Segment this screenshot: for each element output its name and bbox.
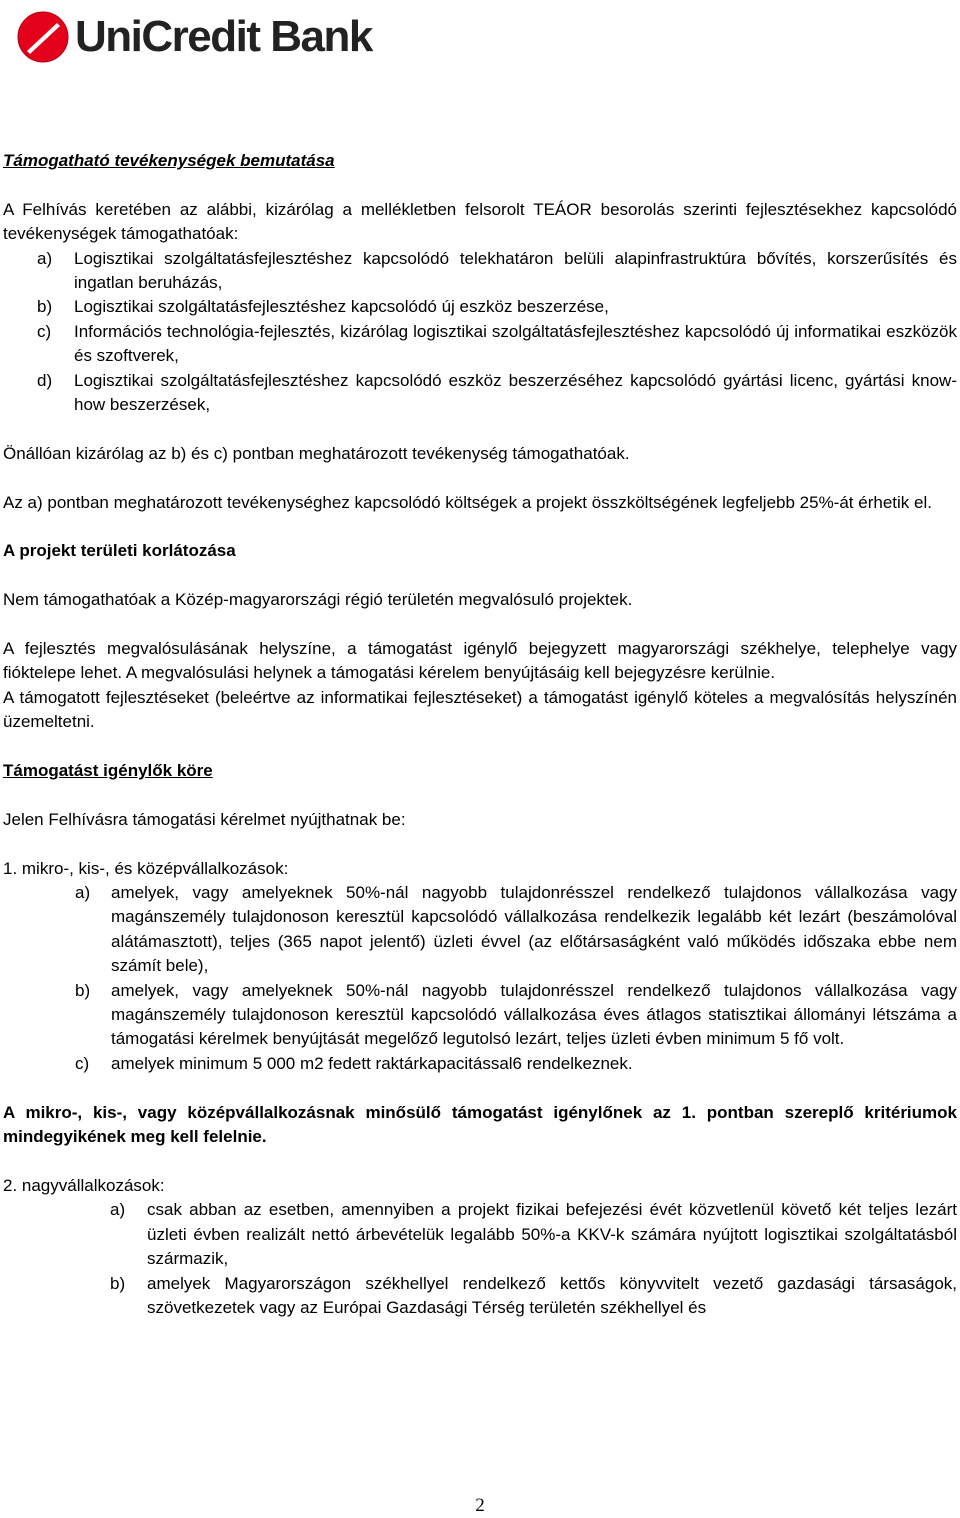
list-item (3, 1272, 957, 1321)
section-title-territorial: A projekt területi korlátozása (3, 541, 236, 561)
page-number: 2 (475, 1495, 485, 1516)
group-1-title: 1. mikro-, kis-, és középvállalkozások: (3, 858, 289, 878)
list-text: Logisztikai szolgáltatásfejlesztéshez kapcsolódó új eszköz beszerzése, (74, 297, 609, 317)
group-2-title: 2. nagyvállalkozások: (3, 1175, 165, 1195)
list-item (3, 295, 957, 319)
list-text: Logisztikai szolgáltatásfejlesztéshez kapcsolódó eszköz beszerzéséhez kapcsolódó gyártási licenc, gyártási know-how beszerzések, (74, 370, 957, 415)
unicredit-logo-mark-icon (17, 11, 69, 63)
list-label: a) (37, 248, 53, 268)
list-label: b) (37, 297, 53, 317)
section-title-activities: Támogatható tevékenységek bemutatása (3, 151, 335, 170)
list-text: amelyek Magyarországon székhellyel rendelkező kettős könyvvitelt vezető gazdasági társaságok, szövetkezetek vagy az Európai Gazdasági Térség területén székhellyel és (147, 1273, 957, 1317)
list-text: amelyek, vagy amelyeknek 50%-nál nagyobb tulajdonrésszel rendelkező tulajdonos vállalkozása vagy magánszemély tulajdonoson keresztül kapcsolódó vállalkozása rendelkezik legalább két lezárt (beszámolóval alátámasztott), teljes (365 napot jelentő) üzleti évvel (az előtársaságként való működés időszaka ebbe nem számít bele), (111, 883, 957, 976)
list-text: amelyek, vagy amelyeknek 50%-nál nagyobb tulajdonrésszel rendelkező tulajdonos vállalkozása vagy magánszemély tulajdonoson keresztül kapcsolódó vállalkozása éves átlagos statisztikai állományi létszáma a támogatási kérelmek benyújtását megelőző legutolsó lezárt, teljes üzleti évben minimum 5 fő volt. (111, 980, 957, 1049)
unicredit-logo (17, 8, 372, 66)
list-label: c) (37, 321, 52, 341)
list-label: a) (110, 1200, 126, 1220)
list-item (3, 1198, 957, 1271)
territorial-paragraph-2: A fejlesztés megvalósulásának helyszíne, a támogatást igénylő bejegyzett magyarországi székhelye, telephelye vagy fióktelepe lehet. A megvalósulási helynek a támogatási kérelem benyújtásáig kell bejegyzésre kerülnie. (3, 639, 957, 683)
list-label: b) (75, 980, 91, 1000)
territorial-paragraph-3: A támogatott fejlesztéseket (beleértve az informatikai fejlesztéseket) a támogatást igénylő köteles a megvalósítás helyszínén üzemeltetni. (3, 687, 957, 732)
territorial-paragraph-1: Nem támogathatóak a Közép-magyarországi régió területén megvalósuló projektek. (3, 590, 633, 610)
activities-intro: A Felhívás keretében az alábbi, kizárólag a mellékletben felsorolt TEÁOR besorolás szerinti fejlesztésekhez kapcsolódó tevékenységek támogathatóak: (3, 199, 957, 244)
section-title-applicants: Támogatást igénylők köre (3, 761, 213, 781)
list-text: amelyek minimum 5 000 m2 fedett raktárkapacitással6 rendelkeznek. (111, 1053, 633, 1073)
list-text: Logisztikai szolgáltatásfejlesztéshez kapcsolódó telekhatáron belüli alapinfrastruktúra bővítés, korszerűsítés és ingatlan beruházás, (74, 248, 957, 293)
activities-note-2: Az a) pontban meghatározott tevékenységhez kapcsolódó költségek a projekt összköltségének legfeljebb 25%-át érhetik el. (3, 492, 932, 512)
list-item (3, 1052, 957, 1076)
applicants-intro: Jelen Felhívásra támogatási kérelmet nyújthatnak be: (3, 809, 406, 829)
group-1-bold-note: A mikro-, kis-, vagy középvállalkozásnak minősülő támogatást igénylőnek az 1. pontban szereplő kritériumok mindegyikének meg kell felelnie. (3, 1102, 957, 1147)
list-item (3, 881, 957, 979)
activities-note-1: Önállóan kizárólag az b) és c) pontban meghatározott tevékenység támogathatóak. (3, 443, 630, 463)
list-item (3, 247, 957, 296)
list-label: b) (110, 1273, 126, 1293)
list-label: c) (75, 1053, 90, 1073)
list-label: a) (75, 883, 91, 903)
list-text: Információs technológia-fejlesztés, kizárólag logisztikai szolgáltatásfejlesztéshez kapcsolódó új informatikai eszközök és szoftverek, (74, 321, 957, 366)
document-body (3, 149, 957, 1320)
list-item (3, 320, 957, 369)
list-label: d) (37, 370, 53, 390)
list-item (3, 369, 957, 418)
list-text: csak abban az esetben, amennyiben a projekt fizikai befejezési évét közvetlenül követő két teljes lezárt üzleti évben realizált nettó árbevételük legalább 50%-a KKV-k számára nyújtott logisztikai szolgáltatásból származik, (147, 1200, 957, 1269)
brand-name: UniCredit Bank (75, 12, 372, 61)
list-item (3, 979, 957, 1052)
